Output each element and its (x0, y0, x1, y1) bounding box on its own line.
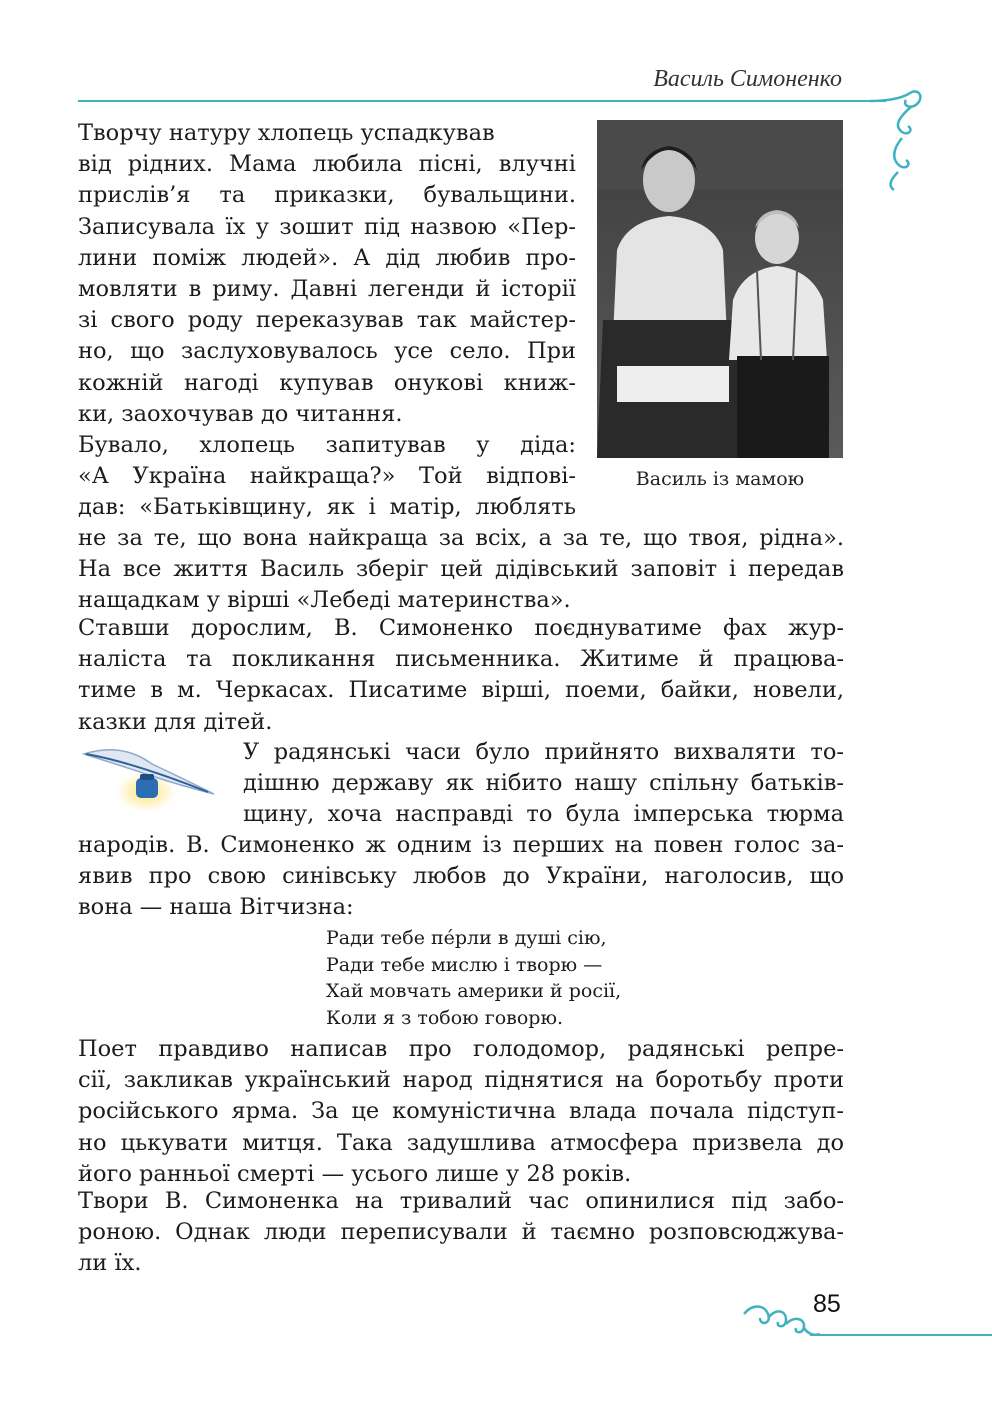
text-line: но цькувати митця. Така задушлива атмосфера призвела до (78, 1129, 844, 1156)
decorative-curl-icon (868, 88, 928, 198)
text-line: народів. В. Симоненко ж одним із перших на повен голос за- (78, 832, 844, 858)
text-line: но, що заслуховувалось усе село. При (78, 338, 576, 365)
poem-line: Ради тебе мислю і творю — (326, 953, 603, 976)
text-line: Поет правдиво написав про голодомор, радянські репре- (78, 1036, 844, 1062)
text-line: дішню державу як нібито нашу спільну батьків- (243, 770, 844, 797)
paragraph-soviet-narrow (243, 737, 844, 831)
text-line: казки для дітей. (78, 708, 273, 735)
text-line: вона — наша Вітчизна: (78, 894, 354, 921)
photo-caption: Василь із мамою (635, 468, 805, 490)
text-line: не за те, що вона найкраща за всіх, а за те, що твоя, рідна». (78, 525, 844, 551)
text-line: У радянські часи було прийнято вихваляти то- (243, 739, 844, 765)
text-line: тиме в м. Черкасах. Писатиме вірші, поеми, байки, новели, (78, 677, 844, 704)
text-line: його ранньої смерті — усього лише у 28 років. (78, 1160, 632, 1187)
quill-inkwell-icon (82, 742, 222, 814)
poem-line: Ради тебе пе́рли в душі сію, (326, 927, 607, 949)
text-line: Записувала їх у зошит під назвою «Пер- (78, 213, 576, 240)
poem-quote (326, 925, 621, 1031)
text-line: На все життя Василь зберіг цей дідівський заповіт і передав (78, 556, 844, 583)
paragraph-soviet-wide (78, 830, 844, 924)
text-line: Ставши дорослим, В. Симоненко поєднуватиме фах жур- (78, 615, 844, 641)
text-line: нащадкам у вірші «Лебеді материнства». (78, 587, 571, 614)
photo-vasyl-with-mother (597, 120, 843, 458)
text-line: кожній нагоді купував онукові книж- (78, 369, 576, 396)
text-line: Твори В. Симоненка на тривалий час опинилися під забо- (78, 1188, 844, 1214)
text-line: «А Україна найкраща?» Той відпові- (78, 463, 576, 490)
text-line: роною. Однак люди переписували й таємно розповсюджува- (78, 1219, 844, 1246)
text-line: сії, закликав український народ піднятися на боротьбу проти (78, 1067, 844, 1094)
text-line: Бувало, хлопець запитував у діда: (78, 432, 576, 458)
text-line: ли їх. (78, 1250, 142, 1277)
poem-line: Коли я з тобою говорю. (326, 1006, 564, 1029)
paragraph-adulthood (78, 613, 844, 738)
running-header-author: Василь Симоненко (653, 66, 842, 92)
text-line: наліста та покликання письменника. Житиме й працюва- (78, 646, 844, 673)
text-line: лини поміж людей». А дід любив про- (78, 244, 576, 271)
text-line: мовляти в риму. Давні легенди й історії (78, 276, 576, 303)
text-line: щину, хоча насправді то була імперська тюрма (243, 801, 844, 828)
text-line: російського ярма. За це комуністична влада почала підступ- (78, 1098, 844, 1125)
header-rule (78, 100, 886, 102)
text-line: дав: «Батьківщину, як і матір, люблять (78, 494, 576, 521)
paragraph-repressions (78, 1034, 844, 1190)
text-line: явив про свою синівську любов до України, наголосив, що (78, 863, 844, 890)
poem-line: Хай мовчать америки й росії, (326, 980, 622, 1002)
text-line: ки, заохочував до читання. (78, 400, 403, 427)
text-line: Творчу натуру хлопець успадкував (78, 120, 495, 146)
footer-rule (810, 1334, 992, 1336)
text-line: від рідних. Мама любила пісні, влучні (78, 151, 576, 178)
text-line: зі свого роду переказував так майстер- (78, 307, 576, 334)
paragraph-ban (78, 1186, 844, 1280)
paragraph-grandfather-narrow (78, 430, 576, 524)
text-line: прислів’я та приказки, бувальщини. (78, 182, 576, 209)
page-number: 85 (813, 1290, 841, 1318)
paragraph-heritage (78, 118, 576, 430)
paragraph-grandfather-wide (78, 523, 844, 617)
